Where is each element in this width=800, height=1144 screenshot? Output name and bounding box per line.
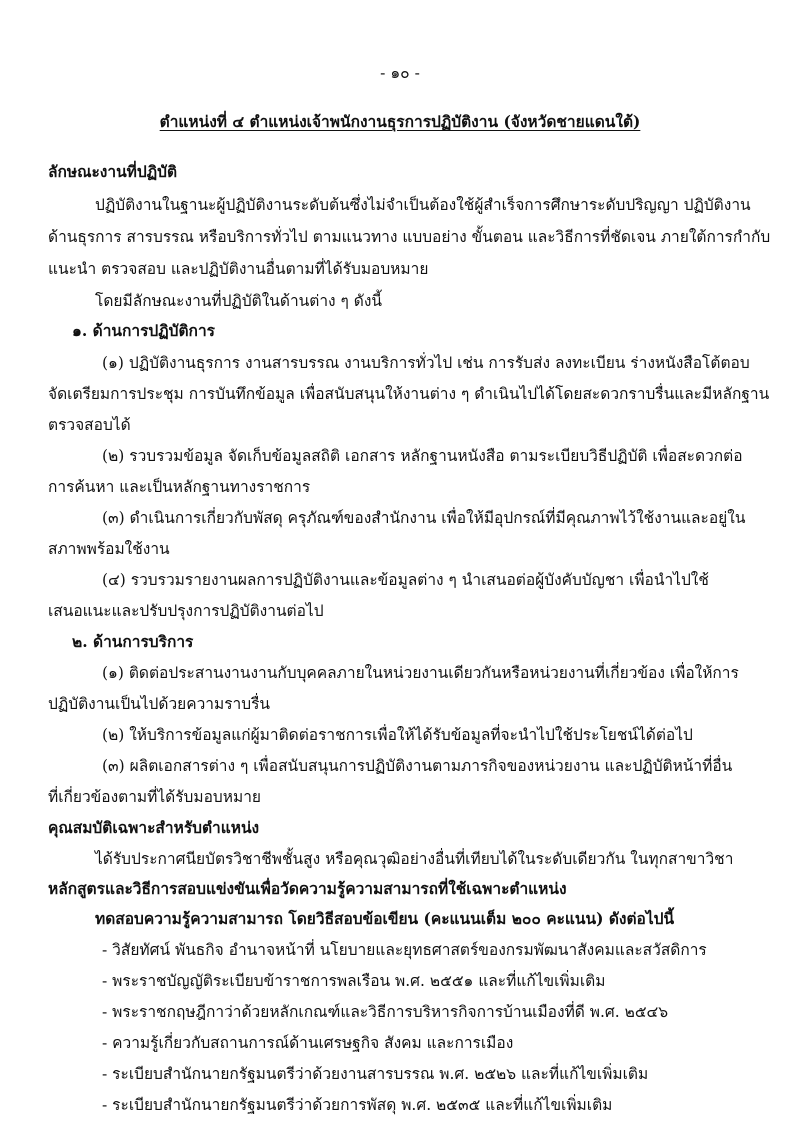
qualifications-text: ได้รับประกาศนียบัตรวิชาชีพชั้นสูง หรือคุณวุฒิอย่างอื่นที่เทียบได้ในระดับเดียวกัน ในทุกสาขาวิชา [95, 850, 734, 868]
operations-item-line: (๔) รวบรวมรายงานผลการปฏิบัติงานและข้อมูลต่าง ๆ นำเสนอต่อผู้บังคับบัญชา เพื่อนำไปใช้ [102, 571, 709, 589]
operations-item-line: จัดเตรียมการประชุม การบันทึกข้อมูล เพื่อสนับสนุนให้งานต่าง ๆ ดำเนินไปได้โดยสะดวกราบรื่นและมีหลักฐาน [48, 385, 770, 403]
operations-item-line: เสนอแนะและปรับปรุงการปฏิบัติงานต่อไป [48, 602, 324, 620]
job-nature-heading: ลักษณะงานที่ปฏิบัติ [48, 162, 178, 181]
service-item-line: (๓) ผลิตเอกสารต่าง ๆ เพื่อสนับสนุนการปฏิบัติงานตามภารกิจของหน่วยงาน และปฏิบัติหน้าที่อื่น [102, 757, 733, 775]
service-item-line: ที่เกี่ยวข้องตามที่ได้รับมอบหมาย [48, 788, 261, 806]
page-title: ตำแหน่งที่ ๔ ตำแหน่งเจ้าพนักงานธุรการปฏิบัติงาน (จังหวัดชายแดนใต้) [159, 112, 641, 131]
operations-item-line: (๑) ปฏิบัติงานธุรการ งานสารบรรณ งานบริการทั่วไป เช่น การรับส่ง ลงทะเบียน ร่างหนังสือโต้ตอบ [102, 354, 750, 372]
exam-topic: - พระราชกฤษฎีกาว่าด้วยหลักเกณฑ์และวิธีการบริหารกิจการบ้านเมืองที่ดี พ.ศ. ๒๕๔๖ [102, 1003, 669, 1021]
operations-item-line: (๒) รวบรวมข้อมูล จัดเก็บข้อมูลสถิติ เอกสาร หลักฐานหนังสือ ตามระเบียบวิธีปฏิบัติ เพื่อสะดวกต่อ [102, 447, 743, 465]
operations-item-line: ตรวจสอบได้ [48, 416, 131, 434]
job-nature-intro-line: ด้านธุรการ สารบรรณ หรือบริการทั่วไป ตามแนวทาง แบบอย่าง ขั้นตอน และวิธีการที่ชัดเจน ภายใต้การกำกับ [48, 228, 771, 246]
service-item-line: (๑) ติดต่อประสานงานงานกับบุคคลภายในหน่วยงานเดียวกันหรือหน่วยงานที่เกี่ยวข้อง เพื่อให้การ [102, 664, 739, 682]
operations-item-line: (๓) ดำเนินการเกี่ยวกับพัสดุ ครุภัณฑ์ของสำนักงาน เพื่อให้มีอุปกรณ์ที่มีคุณภาพไว้ใช้งานและอยู่ใน [102, 509, 746, 527]
operations-item-line: สภาพพร้อมใช้งาน [48, 540, 170, 558]
section-service-heading: ๒. ด้านการบริการ [72, 632, 194, 651]
exam-heading: หลักสูตรและวิธีการสอบแข่งขันเพื่อวัดความรู้ความสามารถที่ใช้เฉพาะตำแหน่ง [48, 879, 567, 898]
page-number: - ๑๐ - [380, 64, 420, 82]
section-operations-heading: ๑. ด้านการปฏิบัติการ [72, 321, 215, 340]
exam-subheading: ทดสอบความรู้ความสามารถ โดยวิธีสอบข้อเขียน (คะแนนเต็ม ๒๐๐ คะแนน) ดังต่อไปนี้ [95, 909, 675, 928]
job-nature-intro-line: ปฏิบัติงานในฐานะผู้ปฏิบัติงานระดับต้นซึ่งไม่จำเป็นต้องใช้ผู้สำเร็จการศึกษาระดับปริญญา ปฏิบัติงาน [95, 196, 751, 214]
qualifications-heading: คุณสมบัติเฉพาะสำหรับตำแหน่ง [48, 818, 260, 837]
exam-topic: - วิสัยทัศน์ พันธกิจ อำนาจหน้าที่ นโยบายและยุทธศาสตร์ของกรมพัฒนาสังคมและสวัสดิการ [102, 941, 707, 959]
job-nature-lead: โดยมีลักษณะงานที่ปฏิบัติในด้านต่าง ๆ ดังนี้ [95, 292, 383, 310]
exam-topic: - ระเบียบสำนักนายกรัฐมนตรีว่าด้วยการพัสดุ พ.ศ. ๒๕๓๕ และที่แก้ไขเพิ่มเติม [102, 1096, 613, 1114]
exam-topic: - ระเบียบสำนักนายกรัฐมนตรีว่าด้วยงานสารบรรณ พ.ศ. ๒๕๒๖ และที่แก้ไขเพิ่มเติม [102, 1065, 649, 1083]
exam-topic: - พระราชบัญญัติระเบียบข้าราชการพลเรือน พ.ศ. ๒๕๕๑ และที่แก้ไขเพิ่มเติม [102, 972, 606, 990]
service-item-line: ปฏิบัติงานเป็นไปด้วยความราบรื่น [48, 695, 271, 713]
operations-item-line: การค้นหา และเป็นหลักฐานทางราชการ [48, 478, 311, 496]
exam-topic: - ความรู้เกี่ยวกับสถานการณ์ด้านเศรษฐกิจ สังคม และการเมือง [102, 1034, 514, 1052]
service-item-line: (๒) ให้บริการข้อมูลแก่ผู้มาติดต่อราชการเพื่อให้ได้รับข้อมูลที่จะนำไปใช้ประโยชน์ได้ต่อไป [102, 726, 693, 744]
job-nature-intro-line: แนะนำ ตรวจสอบ และปฏิบัติงานอื่นตามที่ได้รับมอบหมาย [48, 260, 429, 278]
